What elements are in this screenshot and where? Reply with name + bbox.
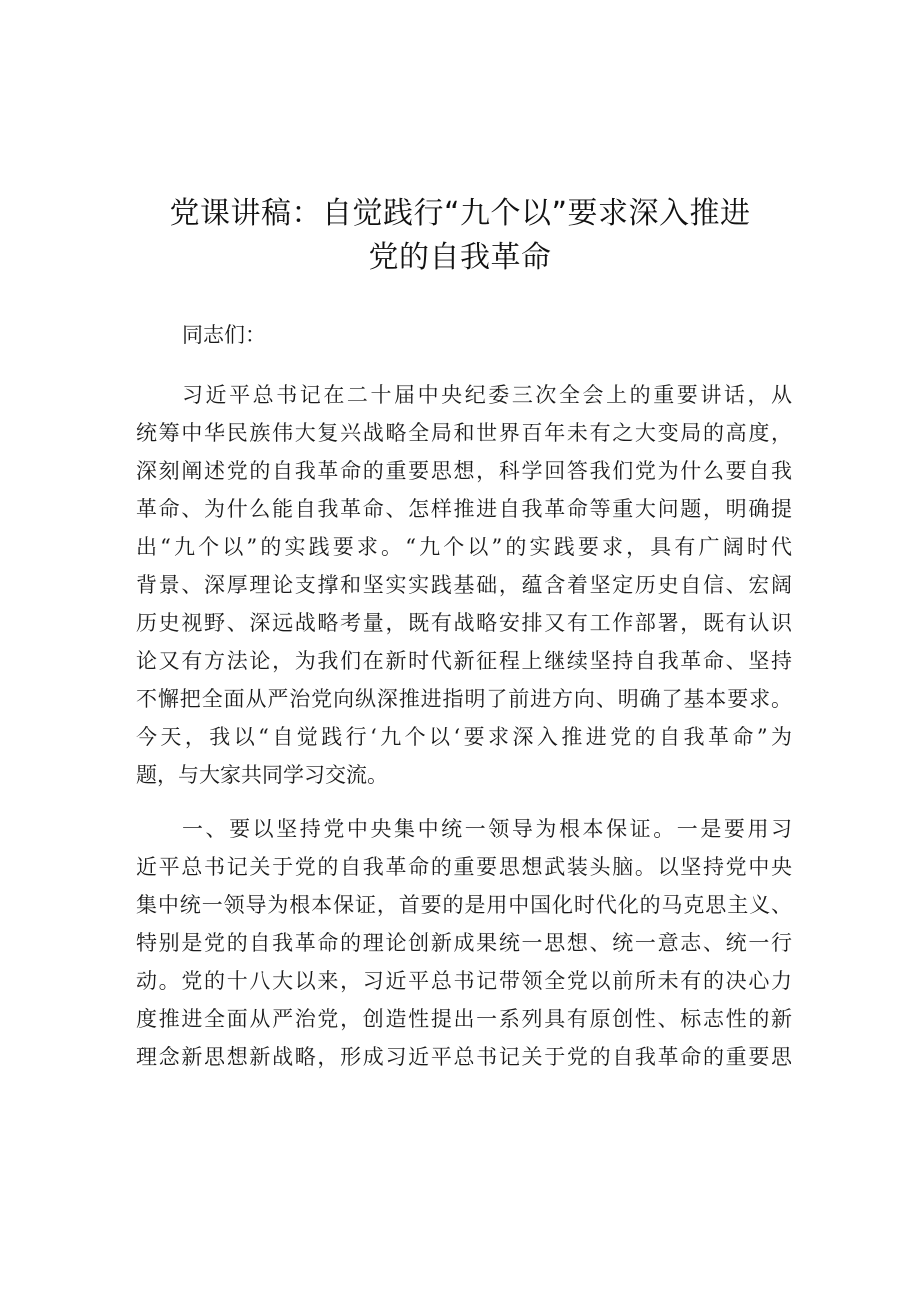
text-line: 论又有方法论，为我们在新时代新征程上继续坚持自我革命、坚持 bbox=[136, 649, 792, 673]
text-line: 度推进全面从严治党，创造性提出一系列具有原创性、标志性的新 bbox=[136, 1007, 792, 1031]
text-line: 背景、深厚理论支撑和坚实实践基础，蕴含着坚定历史自信、宏阔 bbox=[136, 573, 792, 597]
title-line-1: 党课讲稿：自觉践行“九个以”要求深入推进 bbox=[169, 196, 751, 231]
text-line: 近平总书记关于党的自我革命的重要思想武装头脑。以坚持党中央 bbox=[136, 855, 792, 879]
text-line: 今天，我以“自觉践行‘九个以‘要求深入推进党的自我革命”为 bbox=[136, 725, 792, 749]
text-line: 出“九个以”的实践要求。“九个以”的实践要求，具有广阔时代 bbox=[136, 535, 792, 559]
text-line: 历史视野、深远战略考量，既有战略安排又有工作部署，既有认识 bbox=[136, 611, 792, 635]
text-line: 集中统一领导为根本保证，首要的是用中国化时代化的马克思主义、 bbox=[136, 893, 792, 917]
text-line: 动。党的十八大以来，习近平总书记带领全党以前所未有的决心力 bbox=[136, 969, 792, 993]
document-title bbox=[0, 192, 920, 280]
salutation: 同志们： bbox=[182, 323, 266, 347]
text-line: 革命、为什么能自我革命、怎样推进自我革命等重大问题，明确提 bbox=[136, 497, 792, 521]
text-line: 特别是党的自我革命的理论创新成果统一思想、统一意志、统一行 bbox=[136, 931, 792, 955]
text-line: 深刻阐述党的自我革命的重要思想，科学回答我们党为什么要自我 bbox=[136, 459, 792, 483]
text-line: 一、要以坚持党中央集中统一领导为根本保证。一是要用习 bbox=[182, 817, 792, 841]
text-line: 不懈把全面从严治党向纵深推进指明了前进方向、明确了基本要求。 bbox=[136, 687, 792, 711]
document-body bbox=[136, 316, 792, 1076]
paragraph-section-1 bbox=[136, 810, 792, 1076]
title-line-2: 党的自我革命 bbox=[368, 240, 552, 275]
paragraph-intro bbox=[136, 376, 792, 794]
text-line: 题，与大家共同学习交流。 bbox=[136, 763, 388, 787]
text-line: 理念新思想新战略，形成习近平总书记关于党的自我革命的重要思 bbox=[136, 1045, 792, 1069]
text-line: 统筹中华民族伟大复兴战略全局和世界百年未有之大变局的高度， bbox=[136, 421, 792, 445]
text-line: 习近平总书记在二十届中央纪委三次全会上的重要讲话，从 bbox=[182, 383, 792, 407]
